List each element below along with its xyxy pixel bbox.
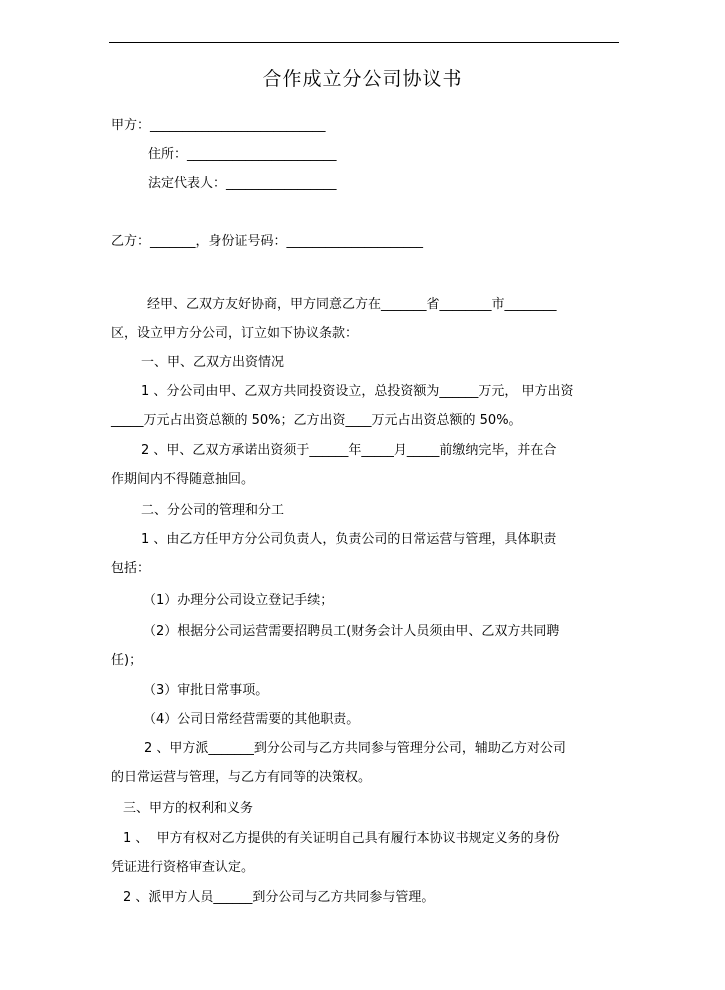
clause-2-2-line-1: 2 、甲方派_______到分公司与乙方共同参与管理分公司，辅助乙方对公司 <box>144 741 566 756</box>
duty-item-4: （4）公司日常经营需要的其他职责。 <box>143 712 360 727</box>
intro-line-2: 区，设立甲方分公司，订立如下协议条款： <box>111 326 359 341</box>
clause-3-1-line-1: 1 、 甲方有权对乙方提供的有关证明自己具有履行本协议书规定义务的身份 <box>123 831 560 846</box>
clause-2-1-line-1: 1 、由乙方任甲方分公司负责人，负责公司的日常运营与管理，具体职责 <box>141 532 557 547</box>
duty-item-1: （1）办理分公司设立登记手续； <box>143 593 334 608</box>
clause-1-2-line-2: 作期间内不得随意抽回。 <box>111 472 255 487</box>
party-a-representative: 法定代表人：_________________ <box>148 176 337 191</box>
duty-item-2-cont: 任)； <box>111 653 143 668</box>
document-title: 合作成立分公司协议书 <box>262 68 463 90</box>
intro-line-1: 经甲、乙双方友好协商，甲方同意乙方在_______省________市________ <box>147 297 557 312</box>
clause-2-2-line-2: 的日常运营与管理，与乙方有同等的决策权。 <box>111 770 372 785</box>
party-a-address: 住所：_______________________ <box>148 147 337 162</box>
clause-3-2: 2 、派甲方人员______到分公司与乙方共同参与管理。 <box>123 890 435 905</box>
duty-item-3: （3）审批日常事项。 <box>143 683 269 698</box>
header-rule <box>109 42 619 43</box>
clause-1-1-line-1: 1 、分公司由甲、乙双方共同投资设立，总投资额为______万元， 甲方出资 <box>141 384 574 399</box>
clause-2-1-line-2: 包括： <box>111 561 151 576</box>
section-2-heading: 二、分公司的管理和分工 <box>141 503 285 518</box>
clause-1-1-line-2: _____万元占出资总额的 50%；乙方出资____万元占出资总额的 50%。 <box>111 413 522 428</box>
party-b-line: 乙方：_______，身份证号码：_____________________ <box>111 234 424 249</box>
duty-item-2: （2）根据分公司运营需要招聘员工(财务会计人员须由甲、乙双方共同聘 <box>143 624 560 639</box>
clause-3-1-line-2: 凭证进行资格审查认定。 <box>111 860 255 875</box>
section-3-heading: 三、甲方的权利和义务 <box>123 801 254 816</box>
section-1-heading: 一、甲、乙双方出资情况 <box>141 355 285 370</box>
clause-1-2-line-1: 2 、甲、乙双方承诺出资须于______年_____月_____前缴纳完毕，并在合 <box>141 443 557 458</box>
party-a-label: 甲方：___________________________ <box>111 118 326 133</box>
